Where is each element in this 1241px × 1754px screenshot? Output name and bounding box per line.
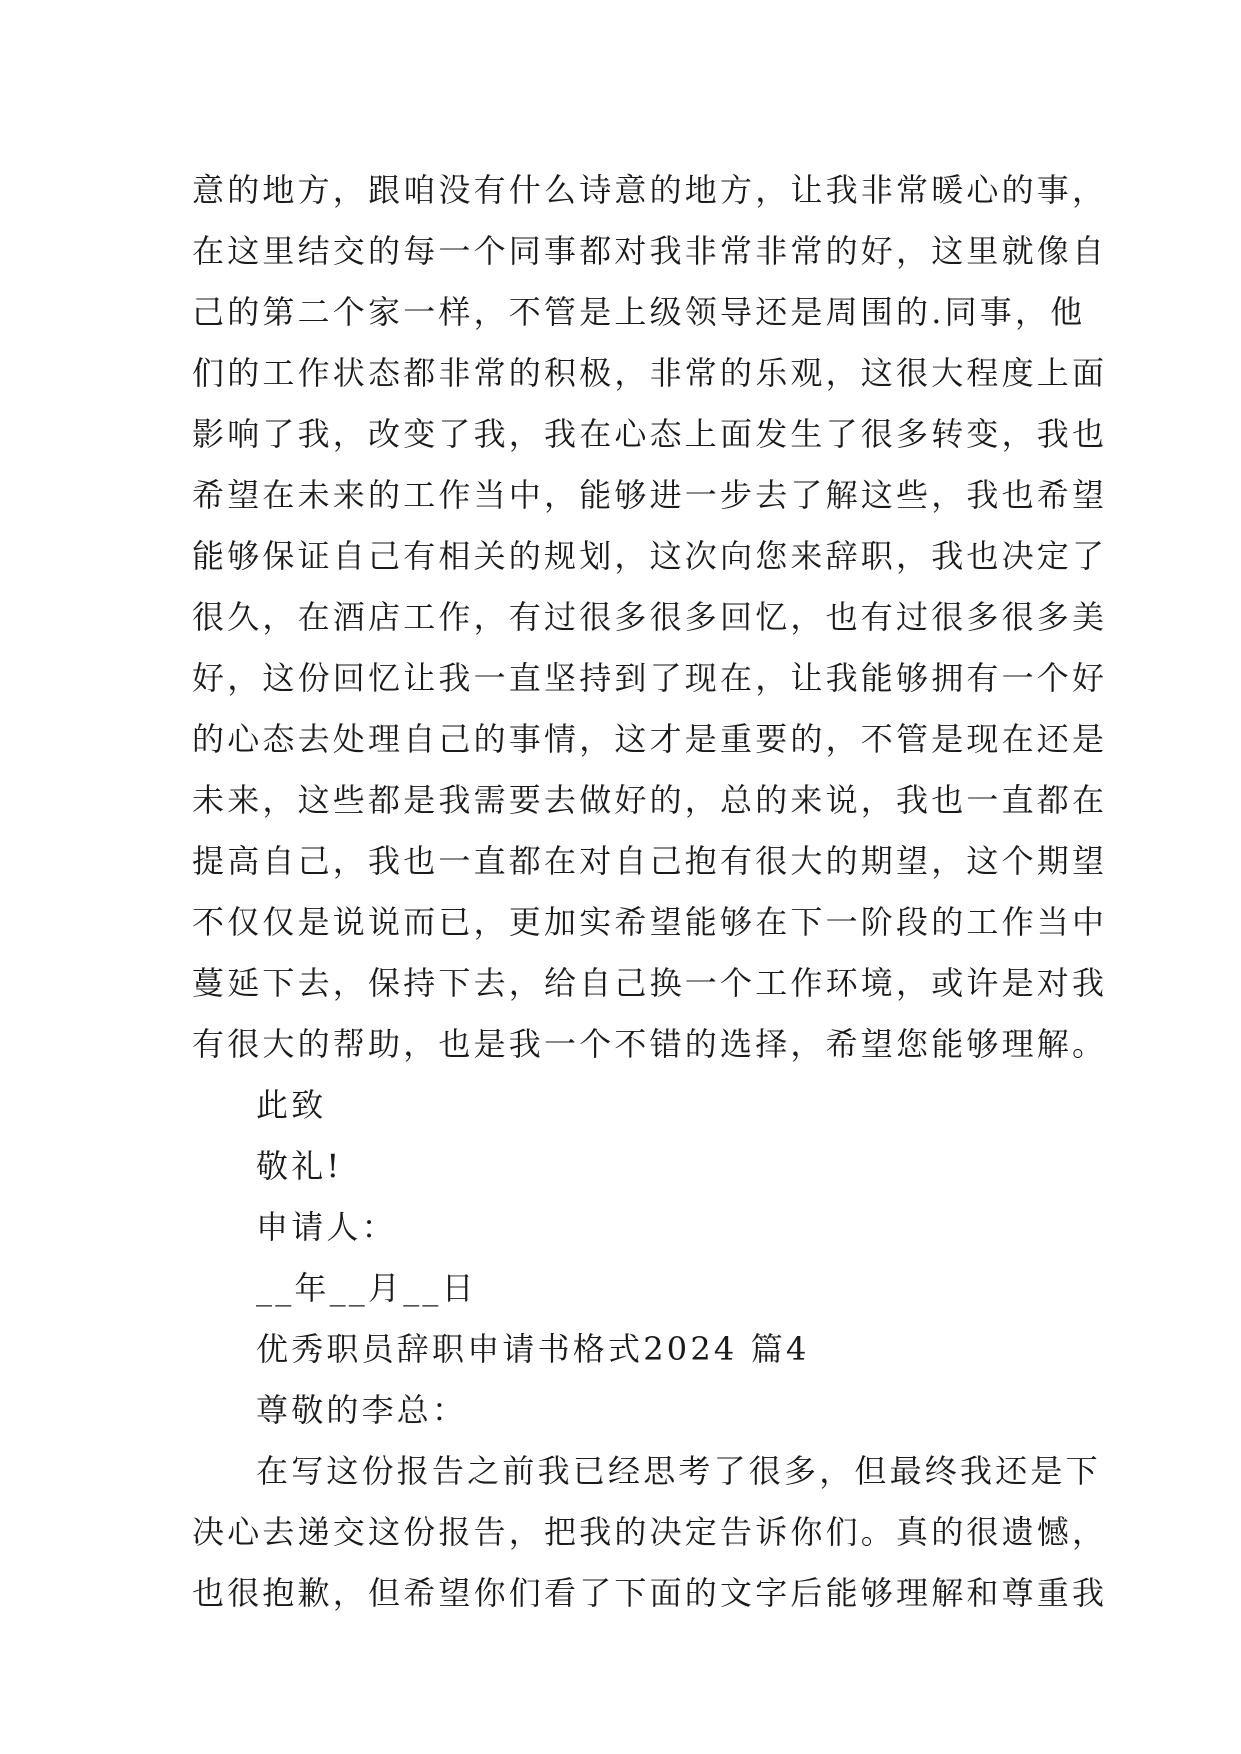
body-text-line: 决心去递交这份报告，把我的决定告诉你们。真的很遗憾， [192,1513,1108,1551]
body-text-line: 未来，这些都是我需要去做好的，总的来说，我也一直都在 [192,781,1108,819]
section-title: 优秀职员辞职申请书格式2024 篇4 [256,1330,810,1368]
body-text-line: 意的地方，跟咱没有什么诗意的地方，让我非常暖心的事， [192,171,1108,209]
body-text-line: 在写这份报告之前我已经思考了很多，但最终我还是下 [256,1452,1101,1490]
body-text-line: 有很大的帮助，也是我一个不错的选择，希望您能够理解。 [192,1025,1108,1063]
greeting: 尊敬的李总： [256,1391,468,1429]
date-line: __年__月__日 [256,1269,477,1307]
body-text-line: 好，这份回忆让我一直坚持到了现在，让我能够拥有一个好 [192,659,1108,697]
closing-regards: 敬礼! [256,1147,343,1185]
body-text-line: 己的第二个家一样，不管是上级领导还是周围的.同事，他 [192,293,1086,331]
body-text-line: 提高自己，我也一直都在对自己抱有很大的期望，这个期望 [192,842,1108,880]
applicant-label: 申请人： [256,1208,397,1246]
body-text-line: 影响了我，改变了我，我在心态上面发生了很多转变，我也 [192,415,1108,453]
body-text-line: 在这里结交的每一个同事都对我非常非常的好，这里就像自 [192,232,1108,270]
body-text-line: 希望在未来的工作当中，能够进一步去了解这些，我也希望 [192,476,1108,514]
body-text-line: 的心态去处理自己的事情，这才是重要的，不管是现在还是 [192,720,1108,758]
body-text-line: 很久，在酒店工作，有过很多很多回忆，也有过很多很多美 [192,598,1108,636]
body-text-line: 不仅仅是说说而已，更加实希望能够在下一阶段的工作当中 [192,903,1108,941]
body-text-line: 们的工作状态都非常的积极，非常的乐观，这很大程度上面 [192,354,1108,392]
closing-salutation: 此致 [256,1086,327,1124]
body-text-line: 能够保证自己有相关的规划，这次向您来辞职，我也决定了 [192,537,1108,575]
body-text-line: 蔓延下去，保持下去，给自己换一个工作环境，或许是对我 [192,964,1108,1002]
body-text-line: 也很抱歉，但希望你们看了下面的文字后能够理解和尊重我 [192,1574,1108,1612]
